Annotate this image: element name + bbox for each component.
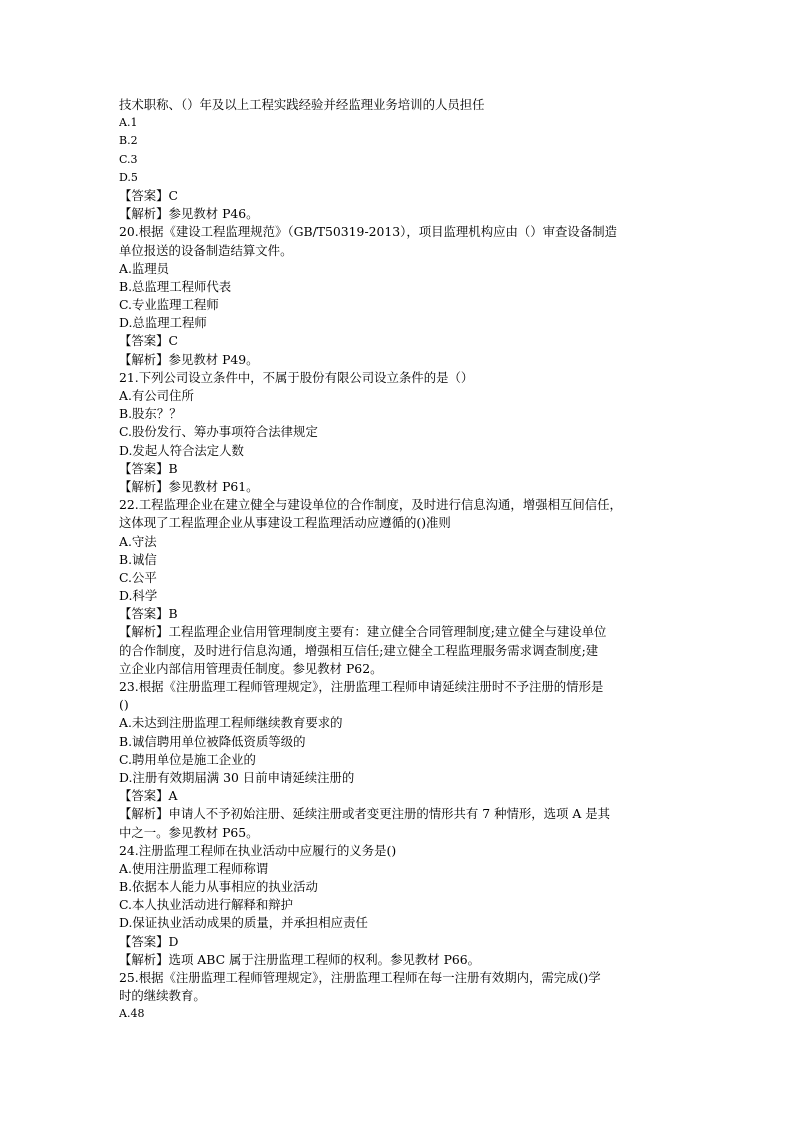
option-b: B.依据本人能力从事相应的执业活动 (119, 879, 318, 895)
answer-line: 【答案】D (119, 933, 179, 949)
option-a: A.有公司住所 (119, 388, 194, 403)
question-23-stem-continued: () (119, 697, 129, 713)
explanation-line: 【解析】申请人不予初始注册、延续注册或者变更注册的情形共有 7 种情形，选项 A 是其 (119, 806, 611, 822)
question-25-stem-continued: 时的继续教育。 (119, 988, 206, 1004)
option-d: D.发起人符合法定人数 (119, 442, 244, 458)
answer-line: 【答案】C (119, 333, 179, 349)
question-20-stem-continued: 单位报送的设备制造结算文件。 (119, 242, 293, 258)
option-c: C.专业监理工程师 (119, 297, 219, 313)
answer-line: 【答案】B (119, 606, 178, 622)
option-c: C.公平 (119, 569, 157, 585)
document-page (119, 96, 689, 1024)
question-21-stem: 21.下列公司设立条件中，不属于股份有限公司设立条件的是（） (119, 369, 474, 385)
option-b: B.总监理工程师代表 (119, 278, 232, 294)
explanation-line: 【解析】参见教材 P61。 (119, 478, 259, 494)
option-c: C.本人执业活动进行解释和辩护 (119, 897, 294, 913)
option-c: C.聘用单位是施工企业的 (119, 751, 256, 767)
question-25-stem: 25.根据《注册监理工程师管理规定》，注册监理工程师在每一注册有效期内，需完成()学 (119, 970, 601, 985)
answer-line: 【答案】A (119, 788, 178, 804)
option-a: A.使用注册监理工程师称谓 (119, 860, 269, 876)
question-24-stem: 24.注册监理工程师在执业活动中应履行的义务是() (119, 842, 397, 858)
option-a: A.未达到注册监理工程师继续教育要求的 (119, 715, 343, 731)
explanation-line: 【解析】选项 ABC 属于注册监理工程师的权利。参见教材 P66。 (119, 951, 481, 967)
option-a: A.守法 (119, 533, 157, 549)
option-c: C.3 (119, 152, 138, 166)
option-d: D.总监理工程师 (119, 315, 207, 331)
explanation-line-continued: 的合作制度，及时进行信息沟通，增强相互信任;建立健全工程监理服务需求调查制度;建 (119, 642, 599, 658)
option-d: D.科学 (119, 588, 158, 604)
answer-line: 【答案】C (119, 187, 179, 203)
question-22-stem: 22.工程监理企业在建立健全与建设单位的合作制度，及时进行信息沟通，增强相互间信任， (119, 497, 622, 513)
answer-line: 【答案】B (119, 460, 178, 476)
option-c: C.股份发行、筹办事项符合法律规定 (119, 424, 318, 440)
option-b: B.2 (119, 134, 138, 148)
explanation-line: 【解析】工程监理企业信用管理制度主要有：建立健全合同管理制度;建立健全与建设单位 (119, 624, 607, 640)
explanation-line: 【解析】参见教材 P49。 (119, 351, 259, 367)
option-d: D.注册有效期届满 30 日前申请延续注册的 (119, 769, 355, 785)
explanation-line-continued: 中之一。参见教材 P65。 (119, 824, 259, 840)
question-20-stem: 20.根据《建设工程监理规范》（GB/T50319-2013），项目监理机构应由（）审查设备制造 (119, 224, 617, 240)
explanation-line: 【解析】参见教材 P46。 (119, 206, 259, 222)
option-a: A.48 (119, 1007, 145, 1021)
question-19-stem-continued: 技术职称、（）年及以上工程实践经验并经监理业务培训的人员担任 (119, 97, 485, 112)
option-a: A.1 (119, 116, 138, 130)
option-b: B.诚信 (119, 551, 157, 567)
question-22-stem-continued: 这体现了工程监理企业从事建设工程监理活动应遵循的()准则 (119, 515, 451, 531)
option-b: B.股东？？ (119, 406, 182, 422)
option-a: A.监理员 (119, 260, 170, 276)
explanation-line-continued: 立企业内部信用管理责任制度。参见教材 P62。 (119, 660, 383, 676)
option-b: B.诚信聘用单位被降低资质等级的 (119, 733, 306, 749)
question-23-stem: 23.根据《注册监理工程师管理规定》，注册监理工程师申请延续注册时不予注册的情形是 (119, 679, 604, 694)
option-d: D.5 (119, 170, 138, 184)
option-d: D.保证执业活动成果的质量，并承担相应责任 (119, 915, 368, 931)
